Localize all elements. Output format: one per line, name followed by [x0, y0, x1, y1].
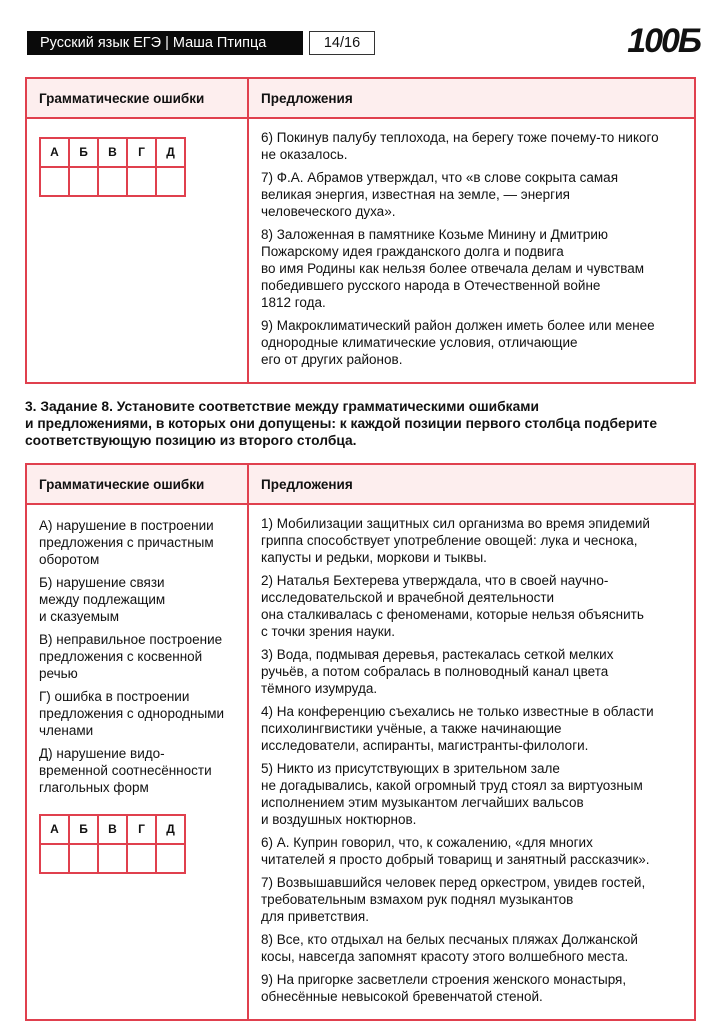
- answer-cell[interactable]: [156, 844, 185, 873]
- col-header-errors: Грамматические ошибки: [26, 464, 248, 504]
- sentence: 2) Наталья Бехтерева утверждала, что в своей научно- исследовательской и врачебной деятельности она сталкивалась с феноменами, которые нельзя объяснить с точки зрения науки.: [261, 573, 644, 639]
- grid-letter: В: [98, 138, 127, 167]
- sentence: 7) Возвышавшийся человек перед оркестром, увидев гостей, требовательным взмахом рук поднял музыкантов для приветствия.: [261, 875, 646, 924]
- sentence: 6) А. Куприн говорил, что, к сожалению, «для многих читателей я просто добрый товарищ и занятный рассказчик».: [261, 835, 650, 867]
- sentence: 8) Все, кто отдыхал на белых песчаных пляжах Должанской косы, навсегда запомнят красоту этого волшебного места.: [261, 932, 638, 964]
- grid-letter: Г: [127, 138, 156, 167]
- sentence: 3) Вода, подмывая деревья, растекалась сеткой мелких ручьёв, а потом собралась в полноводный канал цвета тёмного изумруда.: [261, 647, 614, 696]
- col-header-sentences: Предложения: [248, 78, 695, 118]
- grid-letter: А: [40, 138, 69, 167]
- answer-cell[interactable]: [127, 167, 156, 196]
- sentence: 8) Заложенная в памятнике Козьме Минину и Дмитрию Пожарскому идея гражданского долга и подвига во имя Родины как нельзя более отвечала делам и чувствам победившего русского народа в Отечественной войне 1812 года.: [261, 227, 645, 310]
- document-title: Русский язык ЕГЭ | Маша Птипца: [27, 31, 303, 55]
- col-header-sentences: Предложения: [248, 464, 695, 504]
- task-heading: 3. Задание 8. Установите соответствие между грамматическими ошибками и предложениями, в которых они допущены: к каждой позиции первого столбца подберите соответствующую позицию из второго столбца.: [25, 399, 658, 448]
- grid-letter: Б: [69, 138, 98, 167]
- sentence: 9) Макроклиматический район должен иметь более или менее однородные климатические условия, отличающие его от других районов.: [261, 318, 655, 367]
- grid-letter: А: [40, 815, 69, 844]
- error-type: А) нарушение в построении предложения с причастным оборотом: [39, 518, 214, 567]
- answer-cell[interactable]: [98, 844, 127, 873]
- page-number: 14/16: [309, 31, 375, 55]
- sentence: 7) Ф.А. Абрамов утверждал, что «в слове сокрыта самая великая энергия, известная на земле, — энергия человеческого духа».: [261, 170, 618, 219]
- error-type: В) неправильное построение предложения с косвенной речью: [39, 632, 223, 681]
- col-header-errors: Грамматические ошибки: [26, 78, 248, 118]
- answer-cell[interactable]: [69, 844, 98, 873]
- answer-cell[interactable]: [40, 844, 69, 873]
- sentence: 1) Мобилизации защитных сил организма во время эпидемий гриппа способствует употребление овощей: лука и чеснока, капусты и редьки, моркови и тыквы.: [261, 516, 650, 565]
- sentence: 9) На пригорке засветлели строения женского монастыря, обнесённые невысокой бревенчатой стеной.: [261, 972, 627, 1004]
- answer-grid: [39, 137, 186, 197]
- error-type: Б) нарушение связи между подлежащим и сказуемым: [39, 575, 166, 624]
- table-2: [25, 463, 696, 1021]
- grid-letter: Д: [156, 138, 185, 167]
- logo: 100Б: [627, 22, 700, 60]
- sentence: 6) Покинув палубу теплохода, на берегу тоже почему-то никого не оказалось.: [261, 130, 659, 162]
- sentence: 4) На конференцию съехались не только известные в области психолингвистики учёные, а также начинающие исследователи, аспиранты, магистранты-филологи.: [261, 704, 654, 753]
- answer-cell[interactable]: [69, 167, 98, 196]
- table-1: [25, 77, 696, 384]
- grid-letter: Д: [156, 815, 185, 844]
- grid-letter: Б: [69, 815, 98, 844]
- answer-cell[interactable]: [127, 844, 156, 873]
- grid-letter: В: [98, 815, 127, 844]
- answer-cell[interactable]: [98, 167, 127, 196]
- answer-grid: [39, 814, 186, 874]
- sentence: 5) Никто из присутствующих в зрительном зале не догадывались, какой огромный труд стоял за виртуозным исполнением этим музыкантом легчайших вальсов и воздушных ноктюрнов.: [261, 761, 643, 827]
- error-type: Г) ошибка в построении предложения с однородными членами: [39, 689, 225, 738]
- grid-letter: Г: [127, 815, 156, 844]
- error-type: Д) нарушение видо- временной соотнесённости глагольных форм: [39, 746, 212, 795]
- answer-cell[interactable]: [156, 167, 185, 196]
- answer-cell[interactable]: [40, 167, 69, 196]
